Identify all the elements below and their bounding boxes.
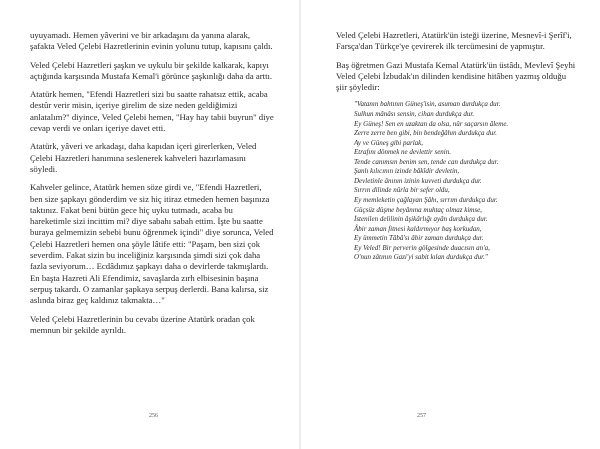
poem-line: Sırrın dilinde nûrla bir sefer oldu,	[354, 186, 450, 195]
poem	[336, 100, 576, 262]
poem-line: Zerre zerre ben gibi, bin bendeğâhın durdukça dur.	[354, 129, 497, 138]
poem-line: Ey Güneş! Sen en uzaktan da olsa, nûr saçarsın âleme.	[354, 119, 509, 128]
left-paragraph: Veled Çelebi Hazretlerinin bu cevabı üzerine Atatürk oradan çok memnun bir şekilde ayrıldı.	[30, 313, 255, 335]
poem-line: Sulhun mânâsı sensin, cihan durdukça dur.	[354, 110, 475, 119]
poem-line: Güçsüz düşme beyânına muhtaç olmaz kimse,	[354, 205, 482, 214]
poem-line: Ey Veled! Bir perverin gölgesinde duacısın an'a,	[354, 243, 490, 252]
poem-line: Şanlı kılıcının izinde bâkîdir devletin,	[354, 167, 460, 176]
left-paragraph: Atatürk, yâveri ve arkadaşı, daha kapıdan içeri girerlerken, Veled Çelebi Hazretleri hanımına seslenerek kahveleri hazırlamasını söyledi.	[30, 141, 257, 174]
right-text-block	[336, 30, 576, 263]
poem-line: Ey ümmetin Tâbâ'sı âbir zaman durdukça dur.	[354, 234, 484, 243]
left-paragraph: Veled Çelebi Hazretleri şaşkın ve uykulu bir şekilde kalkarak, kapıyı açtığında karşısında Mustafa Kemal'i görünce şaşkınlığı daha da arttı.	[30, 59, 273, 81]
right-page	[300, 0, 600, 449]
left-text-block	[30, 30, 275, 343]
poem-line: Ey memleketin çağlayan Şâhı, sırrım durdukça dur.	[354, 195, 498, 204]
right-paragraph: Veled Çelebi Hazretleri, Atatürk'ün isteği üzerine, Mesnevî-i Şerîf'i, Farsça'dan Türkçe'ye çevirerek ilk tercümesini de yapmıştır.	[336, 30, 572, 52]
left-paragraph: uyuyamadı. Hemen yâverini ve bir arkadaşını da yanına alarak, şafakta Veled Çelebi Hazretlerinin evinin yolunu tutup, kapısını çaldı.	[30, 30, 273, 52]
left-paragraph: Kahveler gelince, Atatürk hemen söze girdi ve, "Efendi Hazretleri, ben size şapkayı gönderdim ve siz hiç itiraz etmeden hemen başınıza taktınız. Fakat beni bütün gece hiç uyku tutmadı, acaba bu hareketimle sizi incittim mi? diye sabahı sabah ettim. İşte bu saatte buraya gelmemizin sebebi bunu öğrenmek içindi" diye sorunca, Veled Çelebi Hazretleri hemen ona şöyle lâtife etti: "Paşam, ben sizi çok severdim. Fakat sizin bu inceliğiniz karşısında şimdi sizi çok daha fazla seviyorum… Ecdâdımız şapkayı daha o devirlerde takmışlardı. En başta Hazreti Ali Efendimiz, savaşlarda zırh elbisesinin başına serpuş takardı. O zamanlar şapkaya serpuş derlerdi. Bana kalırsa, siz aslında biraz geç kaldınız takmakta…"	[30, 182, 274, 306]
page-number: 257	[417, 413, 426, 419]
poem-line: Ay ve Güneş gibi parlak,	[354, 138, 424, 147]
poem-line: Devletinle ânının izinin kuvveti durdukça dur.	[354, 176, 482, 185]
left-paragraph: Atatürk hemen, "Efendi Hazretleri sizi bu saatte rahatsız ettik, acaba destûr verir misin, içeriye girelim de size neden geldiğimizi anlatalım?" diyince, Veled Çelebi hemen, "Hay hay tabii buyrun" diye cevap verdi ve onları içeriye davet etti.	[30, 89, 274, 134]
poem-line: Tende canımsın benim sen, tende can durdukça dur.	[354, 157, 499, 166]
poem-line: İstenilen delilinin âşikârlığı ayân durdukça dur.	[354, 215, 488, 224]
poem-line: Âbir zaman fitnesi kaldırmıyor baş korkudan,	[354, 224, 482, 233]
poem-line: "Vatanın bahtının Güneş'isin, asuman durdukça dur.	[354, 100, 501, 109]
poem-line: O'nun zâtının Gazi'yi sabit kılan durdukça dur."	[354, 253, 488, 262]
right-paragraph: Baş öğretmen Gazi Mustafa Kemal Atatürk'ün üstâdı, Mevlevî Şeyhi Veled Çelebi İzbudak'ın dilinden kendisine hitâben yazmış olduğu şiir şöyledir:	[336, 59, 576, 93]
page-number: 256	[149, 413, 158, 419]
poem-line: Etrafını dönmek ne devlettir senin.	[354, 148, 452, 157]
